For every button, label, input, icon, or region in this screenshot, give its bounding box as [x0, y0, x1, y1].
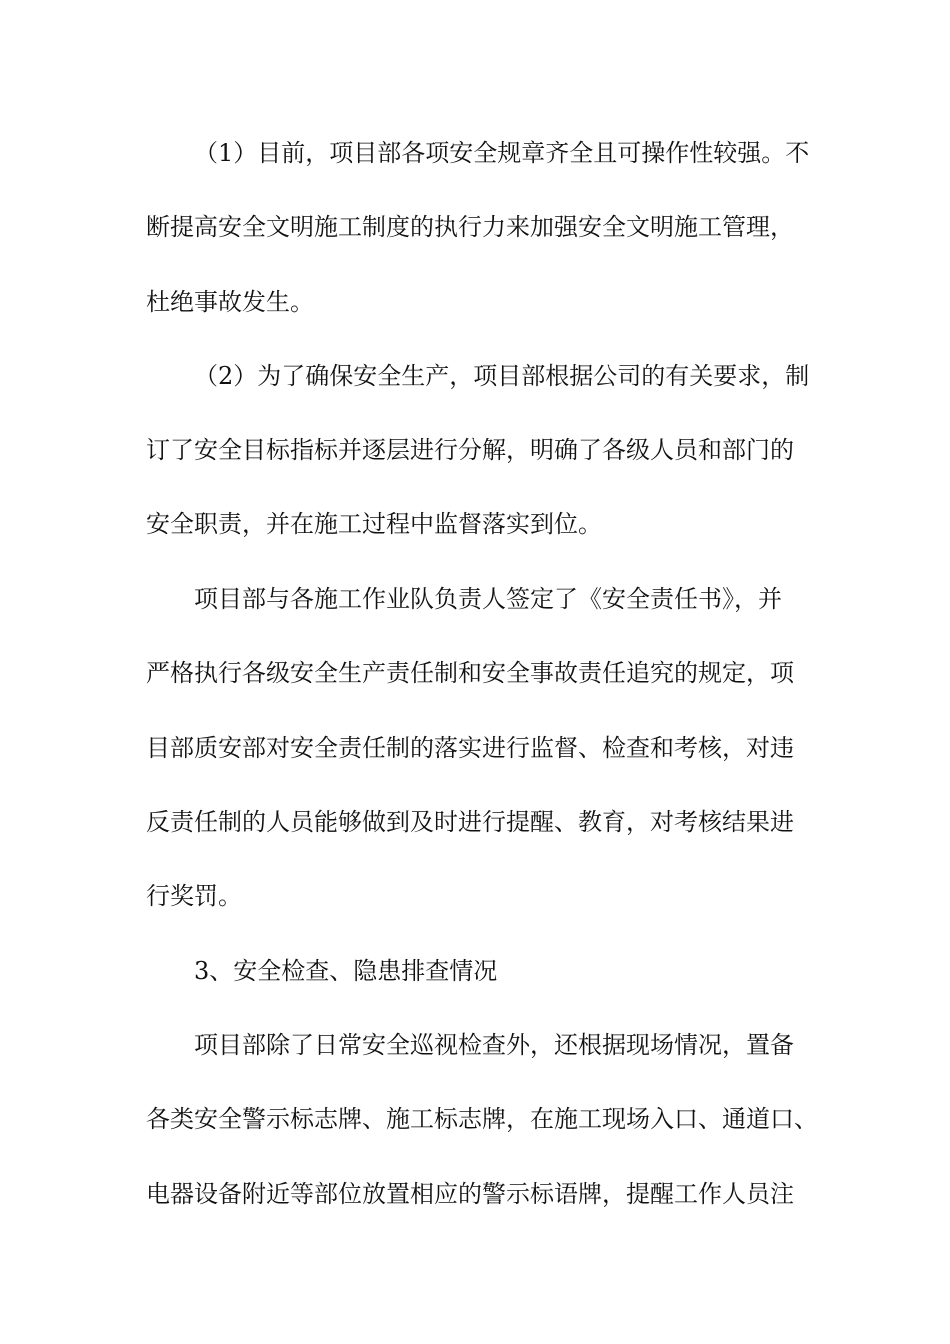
- paragraph-3-line-2: 严格执行各级安全生产责任制和安全事故责任追究的规定，项: [146, 659, 794, 687]
- section-heading-3: 3、安全检查、隐患排查情况: [194, 957, 498, 985]
- paragraph-4-line-1: 项目部除了日常安全巡视检查外，还根据现场情况，置备: [194, 1031, 794, 1059]
- paragraph-2-line-3: 安全职责，并在施工过程中监督落实到位。: [146, 510, 602, 538]
- paragraph-2-line-1: （2）为了确保安全生产，项目部根据公司的有关要求，制: [194, 362, 810, 390]
- paragraph-1-line-1: （1）目前，项目部各项安全规章齐全且可操作性较强。不: [194, 139, 810, 167]
- paragraph-4-line-3: 电器设备附近等部位放置相应的警示标语牌，提醒工作人员注: [146, 1180, 794, 1208]
- paragraph-2-line-2: 订了安全目标指标并逐层进行分解，明确了各级人员和部门的: [146, 436, 794, 464]
- paragraph-1-line-3: 杜绝事故发生。: [146, 288, 314, 316]
- paragraph-3-line-5: 行奖罚。: [146, 882, 242, 910]
- paragraph-1-line-2: 断提高安全文明施工制度的执行力来加强安全文明施工管理，: [146, 213, 794, 241]
- paragraph-3-line-4: 反责任制的人员能够做到及时进行提醒、教育，对考核结果进: [146, 808, 794, 836]
- paragraph-3-line-1: 项目部与各施工作业队负责人签定了《安全责任书》，并: [194, 585, 782, 613]
- paragraph-4-line-2: 各类安全警示标志牌、施工标志牌，在施工现场入口、通道口、: [146, 1105, 818, 1133]
- paragraph-3-line-3: 目部质安部对安全责任制的落实进行监督、检查和考核，对违: [146, 734, 794, 762]
